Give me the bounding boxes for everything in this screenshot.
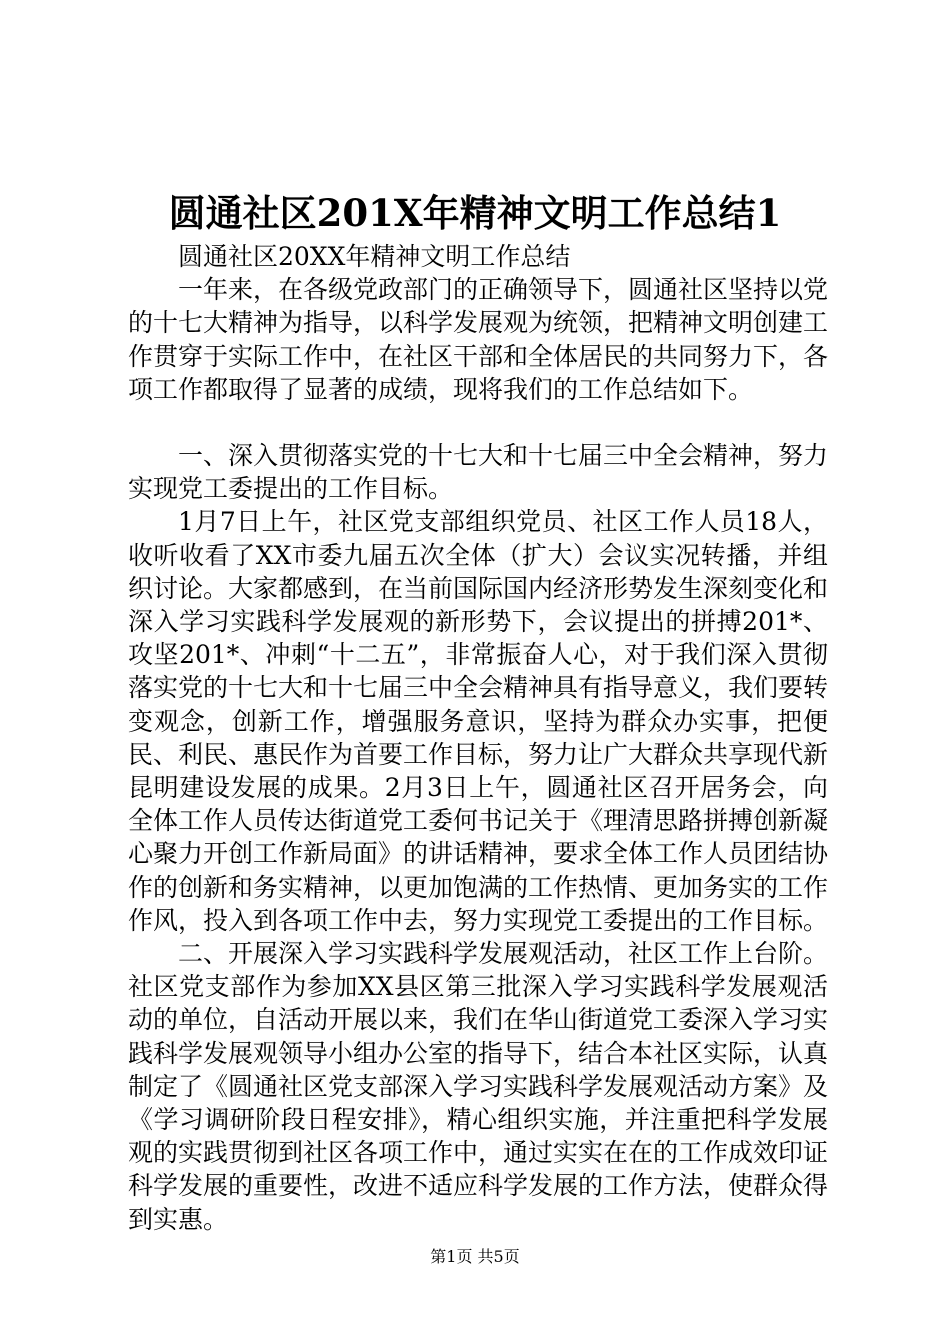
document-body bbox=[128, 240, 828, 1236]
document-subtitle: 圆通社区20XX年精神文明工作总结 bbox=[178, 242, 571, 271]
section-heading-1: 一、深入贯彻落实党的十七大和十七届三中全会精神，努力实现党工委提出的工作目标。 bbox=[128, 441, 829, 504]
document-title: 圆通社区201X年精神文明工作总结1 bbox=[168, 191, 782, 235]
paragraph-section-2: 二、开展深入学习实践科学发展观活动，社区工作上台阶。社区党支部作为参加XX县区第三批深入学习实践科学发展观活动的单位，自活动开展以来，我们在华山街道党工委深入学习实践科学发展观领导小组办公室的指导下，结合本社区实际，认真制定了《圆通社区党支部深入学习实践科学发展观活动方案》及《学习调研阶段日程安排》，精心组织实施，并注重把科学发展观的实践贯彻到社区各项工作中，通过实实在在的工作成效印证科学发展的重要性，改进不适应科学发展的工作方法，使群众得到实惠。 bbox=[128, 939, 829, 1234]
paragraph-spacer bbox=[128, 406, 828, 439]
paragraph-section-1: 1月7日上午，社区党支部组织党员、社区工作人员18人，收听收看了XX市委九届五次全体（扩大）会议实况转播，并组织讨论。大家都感到，在当前国际国内经济形势发生深刻变化和深入学习实践科学发展观的新形势下，会议提出的拼搏201*、攻坚201*、冲刺“十二五”，非常振奋人心，对于我们深入贯彻落实党的十七大和十七届三中全会精神具有指导意义，我们要转变观念，创新工作，增强服务意识，坚持为群众办实事，把便民、利民、惠民作为首要工作目标，努力让广大群众共享现代新昆明建设发展的成果。2月3日上午，圆通社区召开居务会，向全体工作人员传达街道党工委何书记关于《理清思路拼搏创新凝心聚力开创工作新局面》的讲话精神，要求全体工作人员团结协作的创新和务实精神，以更加饱满的工作热情、更加务实的工作作风，投入到各项工作中去，努力实现党工委提出的工作目标。 bbox=[128, 507, 829, 935]
paragraph-intro: 一年来，在各级党政部门的正确领导下，圆通社区坚持以党的十七大精神为指导，以科学发展观为统领，把精神文明创建工作贯穿于实际工作中，在社区干部和全体居民的共同努力下，各项工作都取得了显著的成绩，现将我们的工作总结如下。 bbox=[128, 275, 829, 404]
page-footer: 第1页 共5页 bbox=[430, 1247, 520, 1266]
